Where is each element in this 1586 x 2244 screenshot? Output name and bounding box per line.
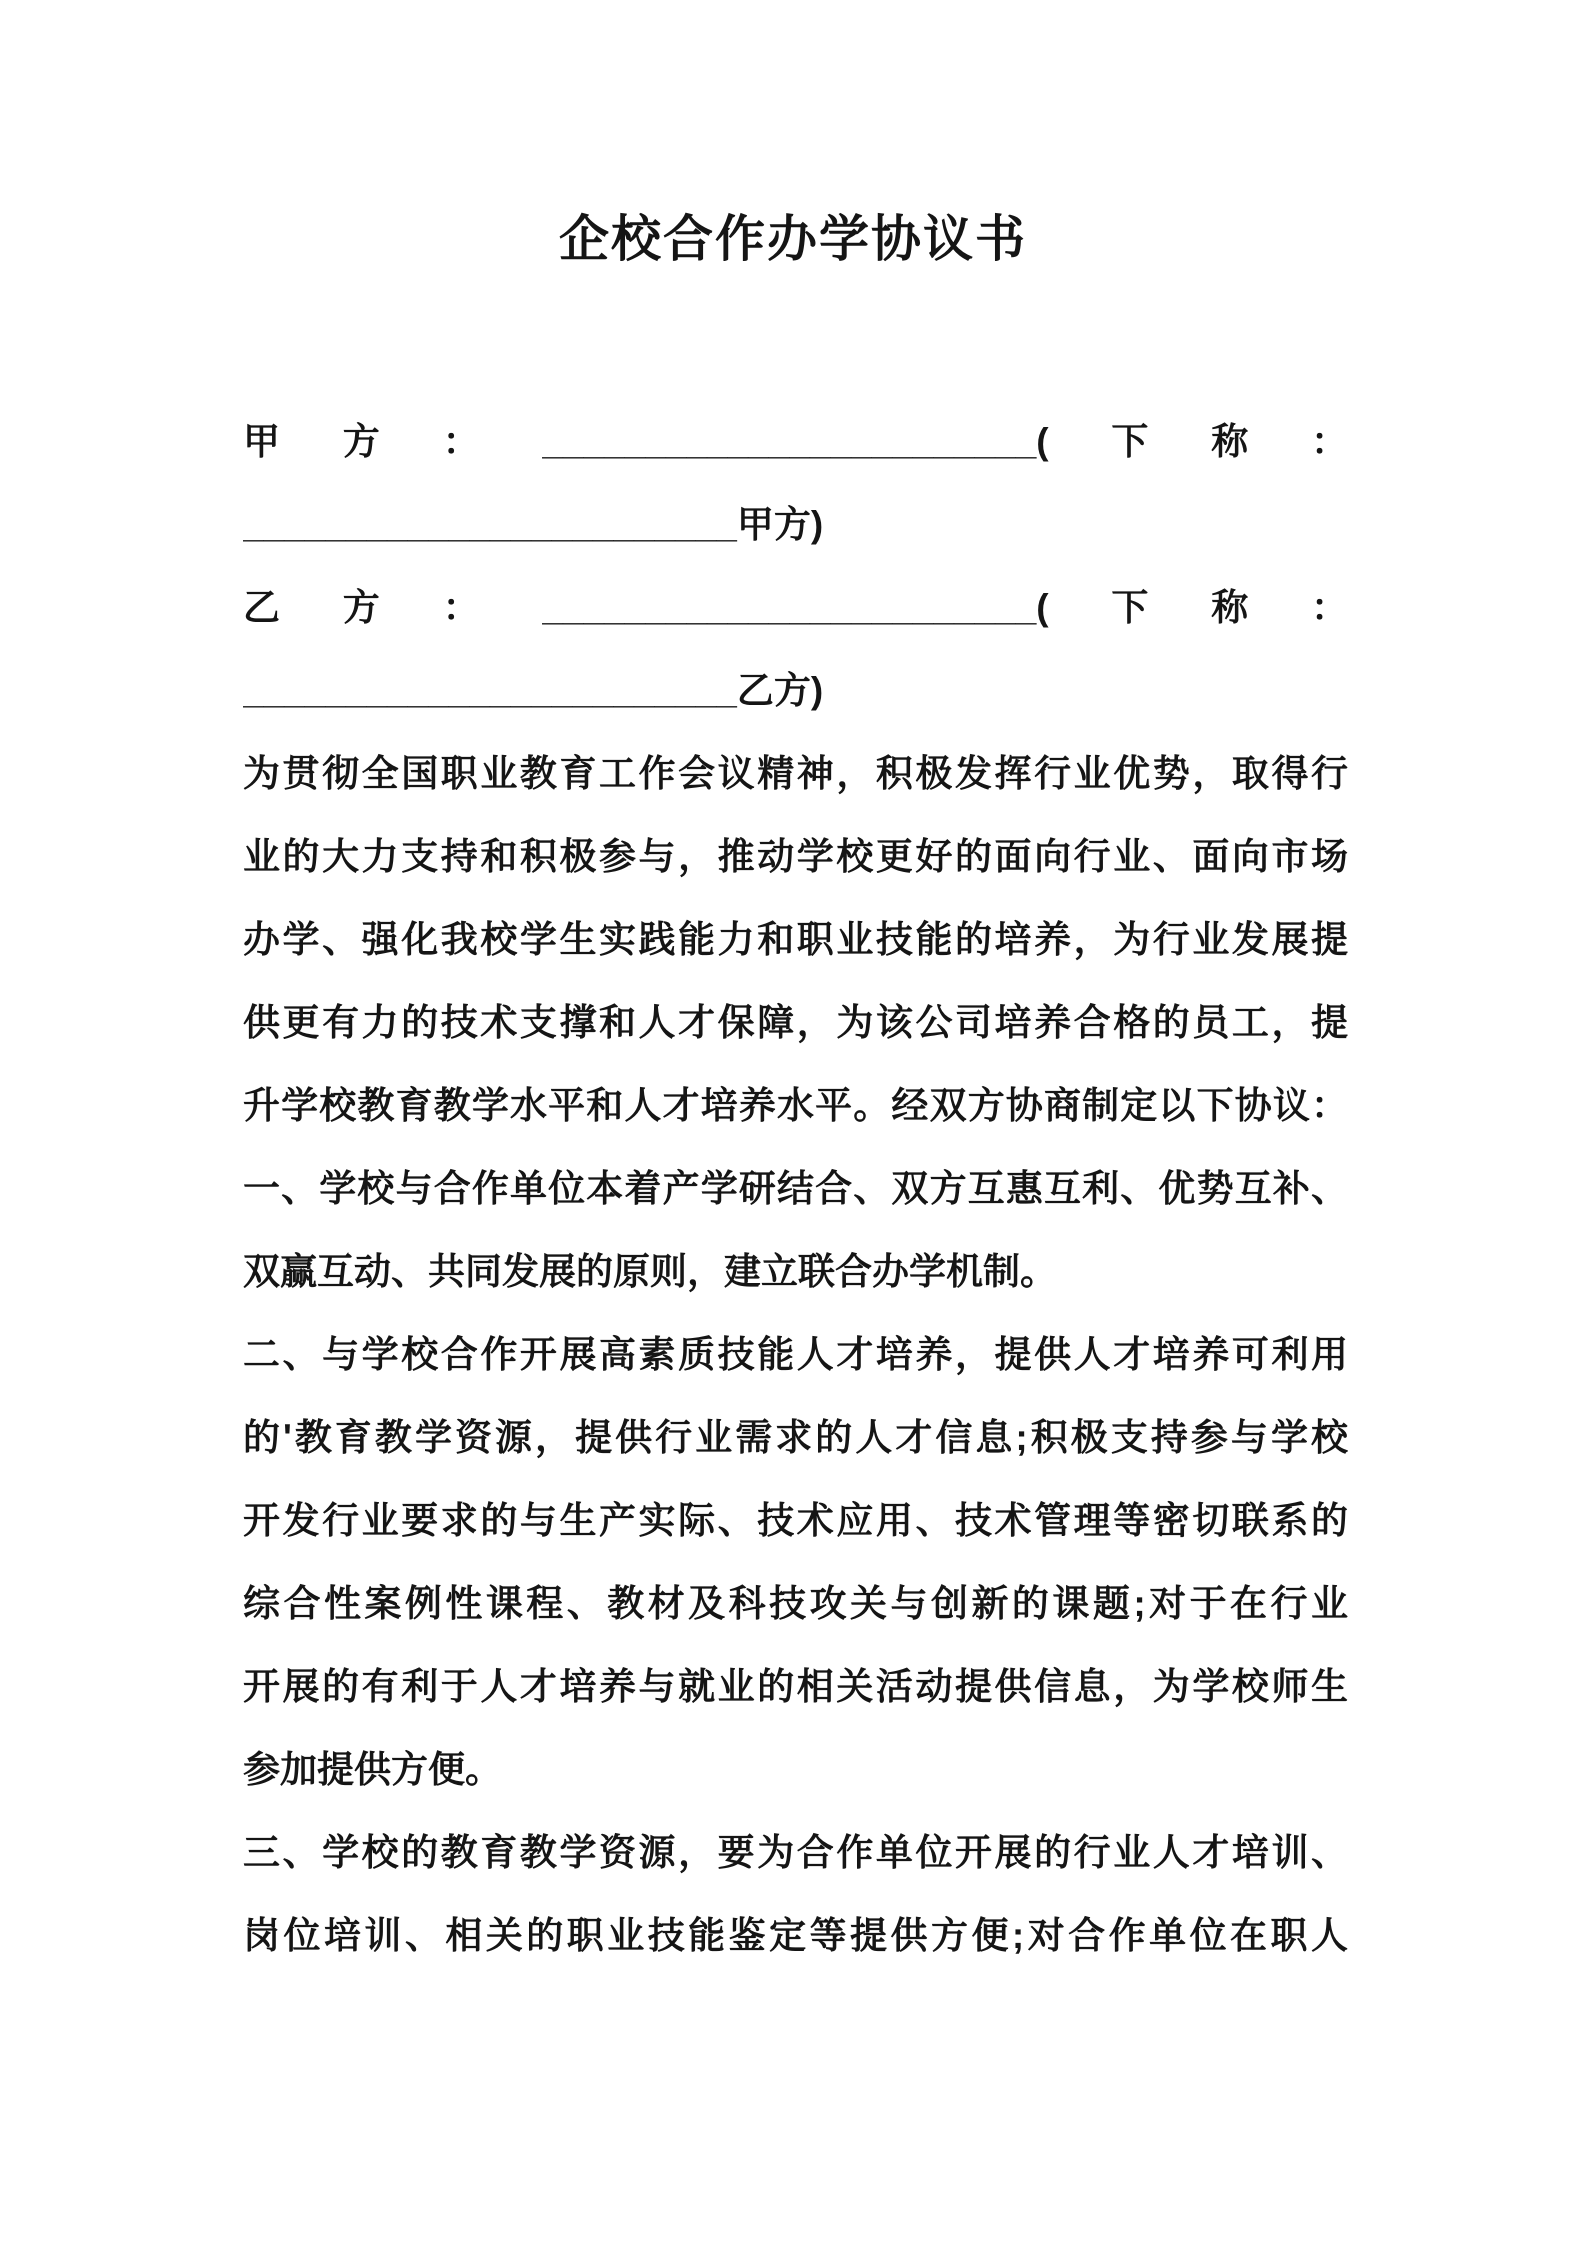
body-line-3: 办学、强化我校学生实践能力和职业技能的培养，为行业发展提: [243, 919, 1348, 960]
body-line-4: 供更有力的技术支撑和人才保障，为该公司培养合格的员工，提: [243, 1002, 1348, 1043]
body-line-11: 综合性案例性课程、教材及科技攻关与创新的课题;对于在行业: [243, 1583, 1348, 1624]
body-line-10: 开发行业要求的与生产实际、技术应用、技术管理等密切联系的: [243, 1500, 1348, 1541]
body-line-5: 升学校教育教学水平和人才培养水平。经双方协商制定以下协议：: [243, 1085, 1348, 1126]
party-b-line-1: 乙方：________________________(下称：: [243, 587, 1348, 628]
body-line-12: 开展的有利于人才培养与就业的相关活动提供信息，为学校师生: [243, 1666, 1348, 1707]
page-title: 企校合作办学协议书: [559, 211, 1027, 267]
body-line-13: 参加提供方便。: [243, 1749, 502, 1790]
document-body: [243, 400, 1348, 1977]
body-line-15: 岗位培训、相关的职业技能鉴定等提供方便;对合作单位在职人: [243, 1915, 1348, 1956]
party-a-line-2: ________________________甲方): [243, 504, 824, 545]
body-line-1: 为贯彻全国职业教育工作会议精神，积极发挥行业优势，取得行: [243, 753, 1348, 794]
body-line-2: 业的大力支持和积极参与，推动学校更好的面向行业、面向市场: [243, 836, 1348, 877]
body-line-6: 一、学校与合作单位本着产学研结合、双方互惠互利、优势互补、: [243, 1168, 1348, 1209]
body-line-9: 的'教育教学资源，提供行业需求的人才信息;积极支持参与学校: [243, 1417, 1348, 1458]
body-line-7: 双赢互动、共同发展的原则，建立联合办学机制。: [243, 1251, 1057, 1292]
body-line-8: 二、与学校合作开展高素质技能人才培养，提供人才培养可利用: [243, 1334, 1348, 1375]
party-a-line-1: 甲方：________________________(下称：: [243, 421, 1348, 462]
body-line-14: 三、学校的教育教学资源，要为合作单位开展的行业人才培训、: [243, 1832, 1348, 1873]
party-b-line-2: ________________________乙方): [243, 670, 824, 711]
